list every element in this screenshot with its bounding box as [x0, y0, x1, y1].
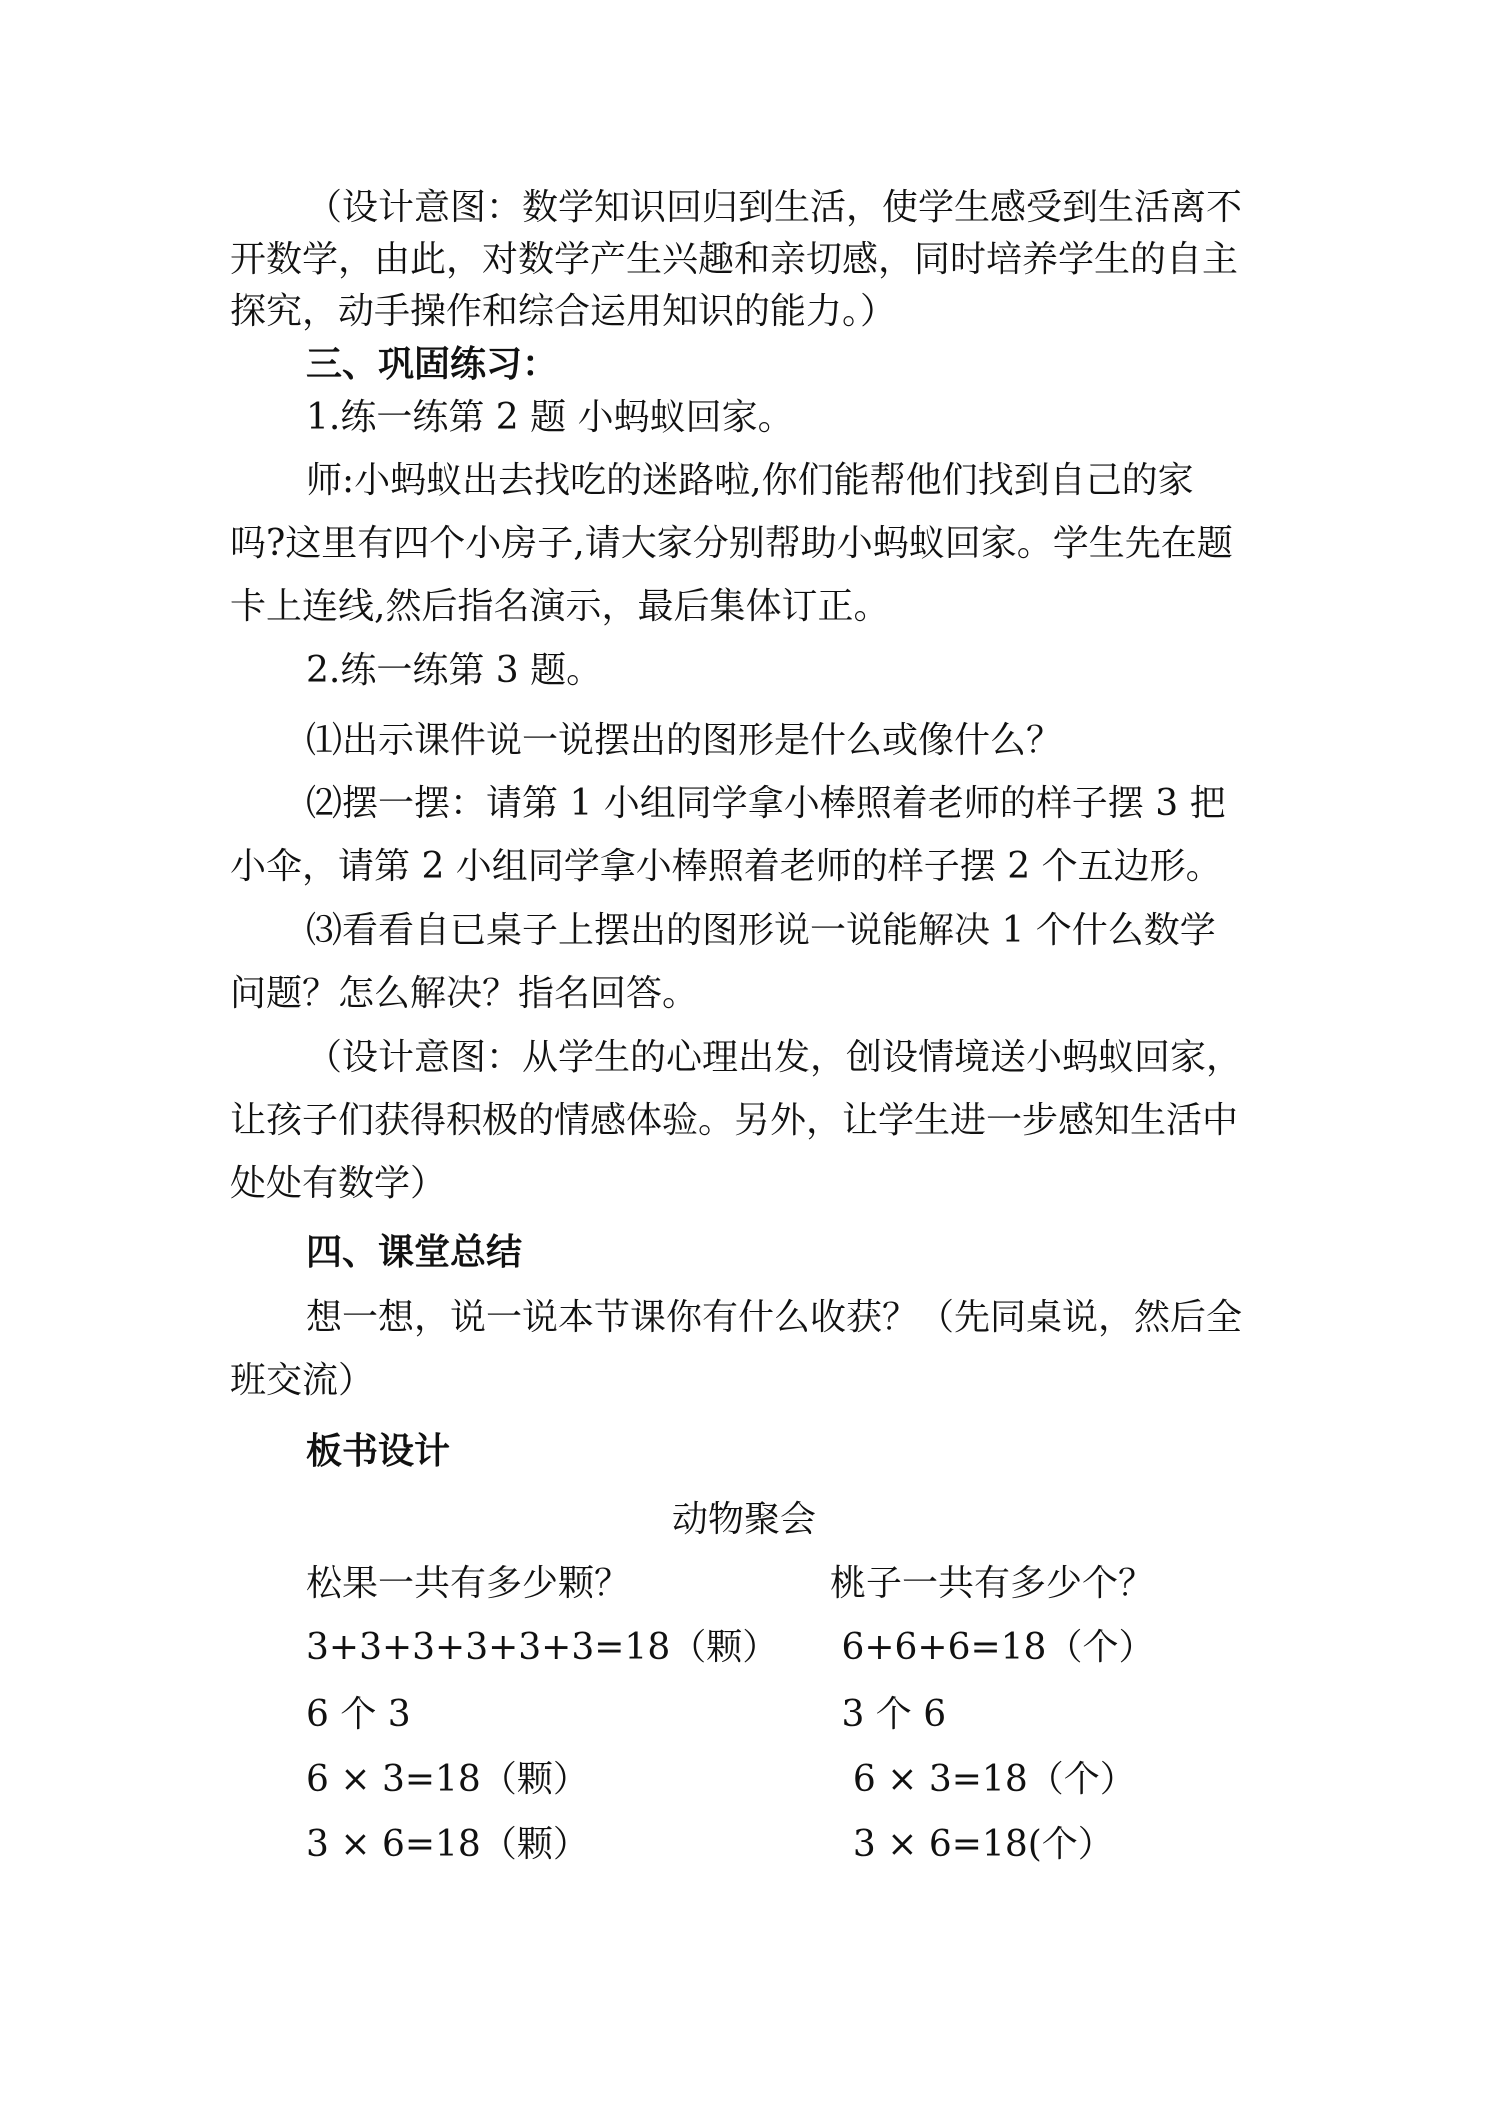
- exercise-1-body-line-2: 吗?这里有四个小房子,请大家分别帮助小蚂蚁回家。学生先在题: [230, 523, 1233, 564]
- exercise-2-item-3-line-1: ⑶看看自已桌子上摆出的图形说一说能解决 1 个什么数学: [306, 910, 1216, 951]
- board-subtitle: 动物聚会: [671, 1499, 816, 1540]
- design-intent-1-line-3: 探究，动手操作和综合运用知识的能力。）: [230, 291, 897, 332]
- exercise-2-item-2-line-2: 小伞，请第 2 小组同学拿小棒照着老师的样子摆 2 个五边形。: [230, 846, 1222, 887]
- exercise-2-item-1: ⑴出示课件说一说摆出的图形是什么或像什么？: [306, 720, 1063, 761]
- design-intent-2-line-3: 处处有数学）: [230, 1163, 447, 1204]
- section-3-heading: 三、巩固练习：: [306, 343, 559, 385]
- board-left-line-1: 松果一共有多少颗？: [306, 1563, 631, 1604]
- board-right-line-3: 3 个 6: [830, 1694, 947, 1735]
- exercise-1-body-line-1: 师:小蚂蚁出去找吃的迷路啦,你们能帮他们找到自己的家: [306, 460, 1194, 501]
- exercise-2-item-3-line-2: 问题？怎么解决？指名回答。: [230, 973, 699, 1014]
- exercise-2-item-2-line-1: ⑵摆一摆：请第 1 小组同学拿小棒照着老师的样子摆 3 把: [306, 783, 1226, 824]
- design-intent-1-line-1: （设计意图：数学知识回归到生活，使学生感受到生活离不: [306, 187, 1243, 228]
- board-right-line-5: 3 × 6=18(个）: [830, 1824, 1114, 1865]
- section-4-heading: 四、课堂总结: [306, 1231, 523, 1273]
- design-intent-2-line-2: 让孩子们获得积极的情感体验。另外，让学生进一步感知生活中: [230, 1100, 1239, 1141]
- board-left-line-4: 6 × 3=18（颗）: [306, 1759, 589, 1800]
- exercise-1-body-line-3: 卡上连线,然后指名演示，最后集体订正。: [230, 586, 890, 627]
- design-intent-2-line-1: （设计意图：从学生的心理出发，创设情境送小蚂蚁回家，: [306, 1037, 1243, 1078]
- design-intent-1-line-2: 开数学，由此，对数学产生兴趣和亲切感，同时培养学生的自主: [230, 239, 1239, 280]
- summary-line-2: 班交流）: [230, 1360, 375, 1401]
- summary-line-1: 想一想，说一说本节课你有什么收获？（先同桌说，然后全: [306, 1297, 1243, 1338]
- board-right-line-4: 6 × 3=18（个）: [830, 1759, 1136, 1800]
- exercise-2-title: 2.练一练第 3 题。: [306, 650, 603, 691]
- board-right-line-2: 6+6+6=18（个）: [830, 1627, 1155, 1668]
- board-right-line-1: 桃子一共有多少个？: [830, 1563, 1155, 1604]
- board-left-line-3: 6 个 3: [306, 1694, 411, 1735]
- board-design-heading: 板书设计: [306, 1430, 451, 1472]
- board-left-line-5: 3 × 6=18（颗）: [306, 1824, 589, 1865]
- board-left-line-2: 3+3+3+3+3+3=18（颗）: [306, 1627, 779, 1668]
- exercise-1-title: 1.练一练第 2 题 小蚂蚁回家。: [306, 397, 794, 438]
